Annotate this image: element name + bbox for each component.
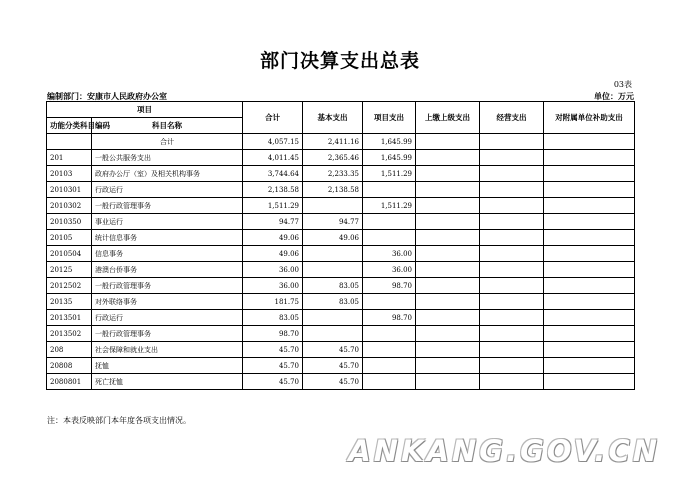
row-basic-value (303, 198, 363, 214)
table-row (47, 294, 635, 310)
row-subsidiary-value (544, 214, 635, 230)
row-total-value: 4,011.45 (243, 150, 303, 166)
row-basic-value: 2,365.46 (303, 150, 363, 166)
row-code: 2010350 (47, 214, 92, 230)
row-basic-value: 2,411.16 (303, 134, 363, 150)
row-total-value: 49.06 (243, 230, 303, 246)
row-upper-value (416, 310, 480, 326)
row-total-value: 45.70 (243, 342, 303, 358)
site-watermark: ANKANG.GOV.CN (348, 434, 660, 468)
row-code: 2013502 (47, 326, 92, 342)
row-basic-value: 83.05 (303, 294, 363, 310)
row-subject-name: 事业运行 (92, 214, 243, 230)
row-total-value: 4,057.15 (243, 134, 303, 150)
row-code: 20135 (47, 294, 92, 310)
row-subject-name: 政府办公厅（室）及相关机构事务 (92, 166, 243, 182)
row-operation-value (480, 182, 544, 198)
row-operation-value (480, 230, 544, 246)
row-total-value: 1,511.29 (243, 198, 303, 214)
row-project-value: 1,645.99 (363, 150, 416, 166)
row-subsidiary-value (544, 134, 635, 150)
row-upper-value (416, 166, 480, 182)
row-subsidiary-value (544, 262, 635, 278)
row-basic-value (303, 310, 363, 326)
row-subject-name: 信息事务 (92, 246, 243, 262)
row-project-value: 1,645.99 (363, 134, 416, 150)
row-operation-value (480, 262, 544, 278)
row-operation-value (480, 294, 544, 310)
row-code: 2010301 (47, 182, 92, 198)
table-row (47, 326, 635, 342)
row-project-value (363, 326, 416, 342)
row-operation-value (480, 278, 544, 294)
row-operation-value (480, 214, 544, 230)
row-upper-value (416, 262, 480, 278)
table-row (47, 182, 635, 198)
row-operation-value (480, 326, 544, 342)
row-subsidiary-value (544, 374, 635, 390)
row-total-value: 36.00 (243, 262, 303, 278)
table-row (47, 342, 635, 358)
row-subject-name: 一般行政管理事务 (92, 326, 243, 342)
row-basic-value: 83.05 (303, 278, 363, 294)
row-subsidiary-value (544, 358, 635, 374)
table-row (47, 262, 635, 278)
row-total-value: 94.77 (243, 214, 303, 230)
row-code: 2080801 (47, 374, 92, 390)
row-subsidiary-value (544, 246, 635, 262)
row-project-value: 36.00 (363, 262, 416, 278)
row-operation-value (480, 134, 544, 150)
row-upper-value (416, 198, 480, 214)
table-row (47, 198, 635, 214)
row-project-value (363, 294, 416, 310)
row-upper-value (416, 294, 480, 310)
row-basic-value: 2,138.58 (303, 182, 363, 198)
row-subject-name: 一般公共服务支出 (92, 150, 243, 166)
row-upper-value (416, 150, 480, 166)
row-subsidiary-value (544, 166, 635, 182)
row-operation-value (480, 166, 544, 182)
table-row (47, 230, 635, 246)
row-project-value: 98.70 (363, 310, 416, 326)
row-subject-name: 对外联络事务 (92, 294, 243, 310)
table-row (47, 214, 635, 230)
row-total-value: 45.70 (243, 358, 303, 374)
compiler-label: 编制部门：安康市人民政府办公室 (47, 91, 167, 101)
row-subsidiary-value (544, 182, 635, 198)
row-basic-value: 49.06 (303, 230, 363, 246)
row-subject-name: 死亡抚恤 (92, 374, 243, 390)
row-total-value: 83.05 (243, 310, 303, 326)
unit-label: 单位：万元 (594, 91, 634, 101)
row-upper-value (416, 214, 480, 230)
row-total-value: 3,744.64 (243, 166, 303, 182)
header-upper: 上缴上级支出 (416, 102, 480, 134)
table-body (47, 134, 635, 390)
report-title: 部门决算支出总表 (259, 50, 420, 72)
row-basic-value: 2,233.35 (303, 166, 363, 182)
header-total: 合计 (243, 102, 303, 134)
row-upper-value (416, 134, 480, 150)
row-subsidiary-value (544, 342, 635, 358)
footnote: 注：本表反映部门本年度各项支出情况。 (47, 416, 191, 425)
row-code: 2010504 (47, 246, 92, 262)
row-project-value (363, 374, 416, 390)
row-code: 2012502 (47, 278, 92, 294)
row-subject-name: 合计 (92, 134, 243, 150)
header-basic: 基本支出 (303, 102, 363, 134)
row-project-value: 1,511.29 (363, 198, 416, 214)
row-upper-value (416, 342, 480, 358)
table-row (47, 134, 635, 150)
row-code: 20125 (47, 262, 92, 278)
row-project-value: 36.00 (363, 246, 416, 262)
row-total-value: 2,138.58 (243, 182, 303, 198)
row-upper-value (416, 278, 480, 294)
row-basic-value (303, 246, 363, 262)
row-code: 20808 (47, 358, 92, 374)
header-operation: 经营支出 (480, 102, 544, 134)
row-code: 20105 (47, 230, 92, 246)
row-subject-name: 统计信息事务 (92, 230, 243, 246)
expenditure-summary-table (46, 101, 635, 390)
row-basic-value: 45.70 (303, 374, 363, 390)
row-subject-name: 行政运行 (92, 310, 243, 326)
row-upper-value (416, 246, 480, 262)
row-subsidiary-value (544, 150, 635, 166)
row-code: 2010302 (47, 198, 92, 214)
row-code: 2013501 (47, 310, 92, 326)
row-basic-value (303, 262, 363, 278)
row-total-value: 98.70 (243, 326, 303, 342)
table-row (47, 278, 635, 294)
row-operation-value (480, 246, 544, 262)
table-number: 03表 (613, 80, 632, 89)
row-basic-value: 45.70 (303, 342, 363, 358)
table-row (47, 358, 635, 374)
header-subject: 科目名称 (92, 118, 243, 134)
row-total-value: 45.70 (243, 374, 303, 390)
row-operation-value (480, 198, 544, 214)
row-basic-value: 94.77 (303, 214, 363, 230)
row-subject-name: 行政运行 (92, 182, 243, 198)
row-upper-value (416, 326, 480, 342)
row-code: 208 (47, 342, 92, 358)
table-row (47, 374, 635, 390)
table-row (47, 246, 635, 262)
table-row (47, 310, 635, 326)
row-project-value (363, 358, 416, 374)
row-project-value (363, 342, 416, 358)
row-upper-value (416, 358, 480, 374)
row-operation-value (480, 150, 544, 166)
row-code: 20103 (47, 166, 92, 182)
header-item-group: 项目 (47, 102, 243, 118)
row-operation-value (480, 374, 544, 390)
header-project: 项目支出 (363, 102, 416, 134)
row-project-value (363, 182, 416, 198)
table-row (47, 150, 635, 166)
row-operation-value (480, 342, 544, 358)
row-code (47, 134, 92, 150)
row-subject-name: 社会保障和就业支出 (92, 342, 243, 358)
row-subsidiary-value (544, 278, 635, 294)
row-total-value: 49.06 (243, 246, 303, 262)
row-subsidiary-value (544, 310, 635, 326)
row-basic-value (303, 326, 363, 342)
row-upper-value (416, 182, 480, 198)
row-operation-value (480, 358, 544, 374)
header-code: 功能分类科目编码 (47, 118, 92, 134)
row-code: 201 (47, 150, 92, 166)
row-subsidiary-value (544, 326, 635, 342)
row-project-value: 1,511.29 (363, 166, 416, 182)
row-total-value: 181.75 (243, 294, 303, 310)
row-subsidiary-value (544, 198, 635, 214)
row-upper-value (416, 374, 480, 390)
row-subject-name: 一般行政管理事务 (92, 198, 243, 214)
table-row (47, 166, 635, 182)
row-project-value: 98.70 (363, 278, 416, 294)
row-subject-name: 港澳台侨事务 (92, 262, 243, 278)
row-subsidiary-value (544, 230, 635, 246)
table-header (47, 102, 635, 134)
row-upper-value (416, 230, 480, 246)
row-subject-name: 抚恤 (92, 358, 243, 374)
row-total-value: 36.00 (243, 278, 303, 294)
row-subject-name: 一般行政管理事务 (92, 278, 243, 294)
row-project-value (363, 214, 416, 230)
row-operation-value (480, 310, 544, 326)
row-subsidiary-value (544, 294, 635, 310)
row-project-value (363, 230, 416, 246)
header-subsidiary: 对附属单位补助支出 (544, 102, 635, 134)
row-basic-value: 45.70 (303, 358, 363, 374)
